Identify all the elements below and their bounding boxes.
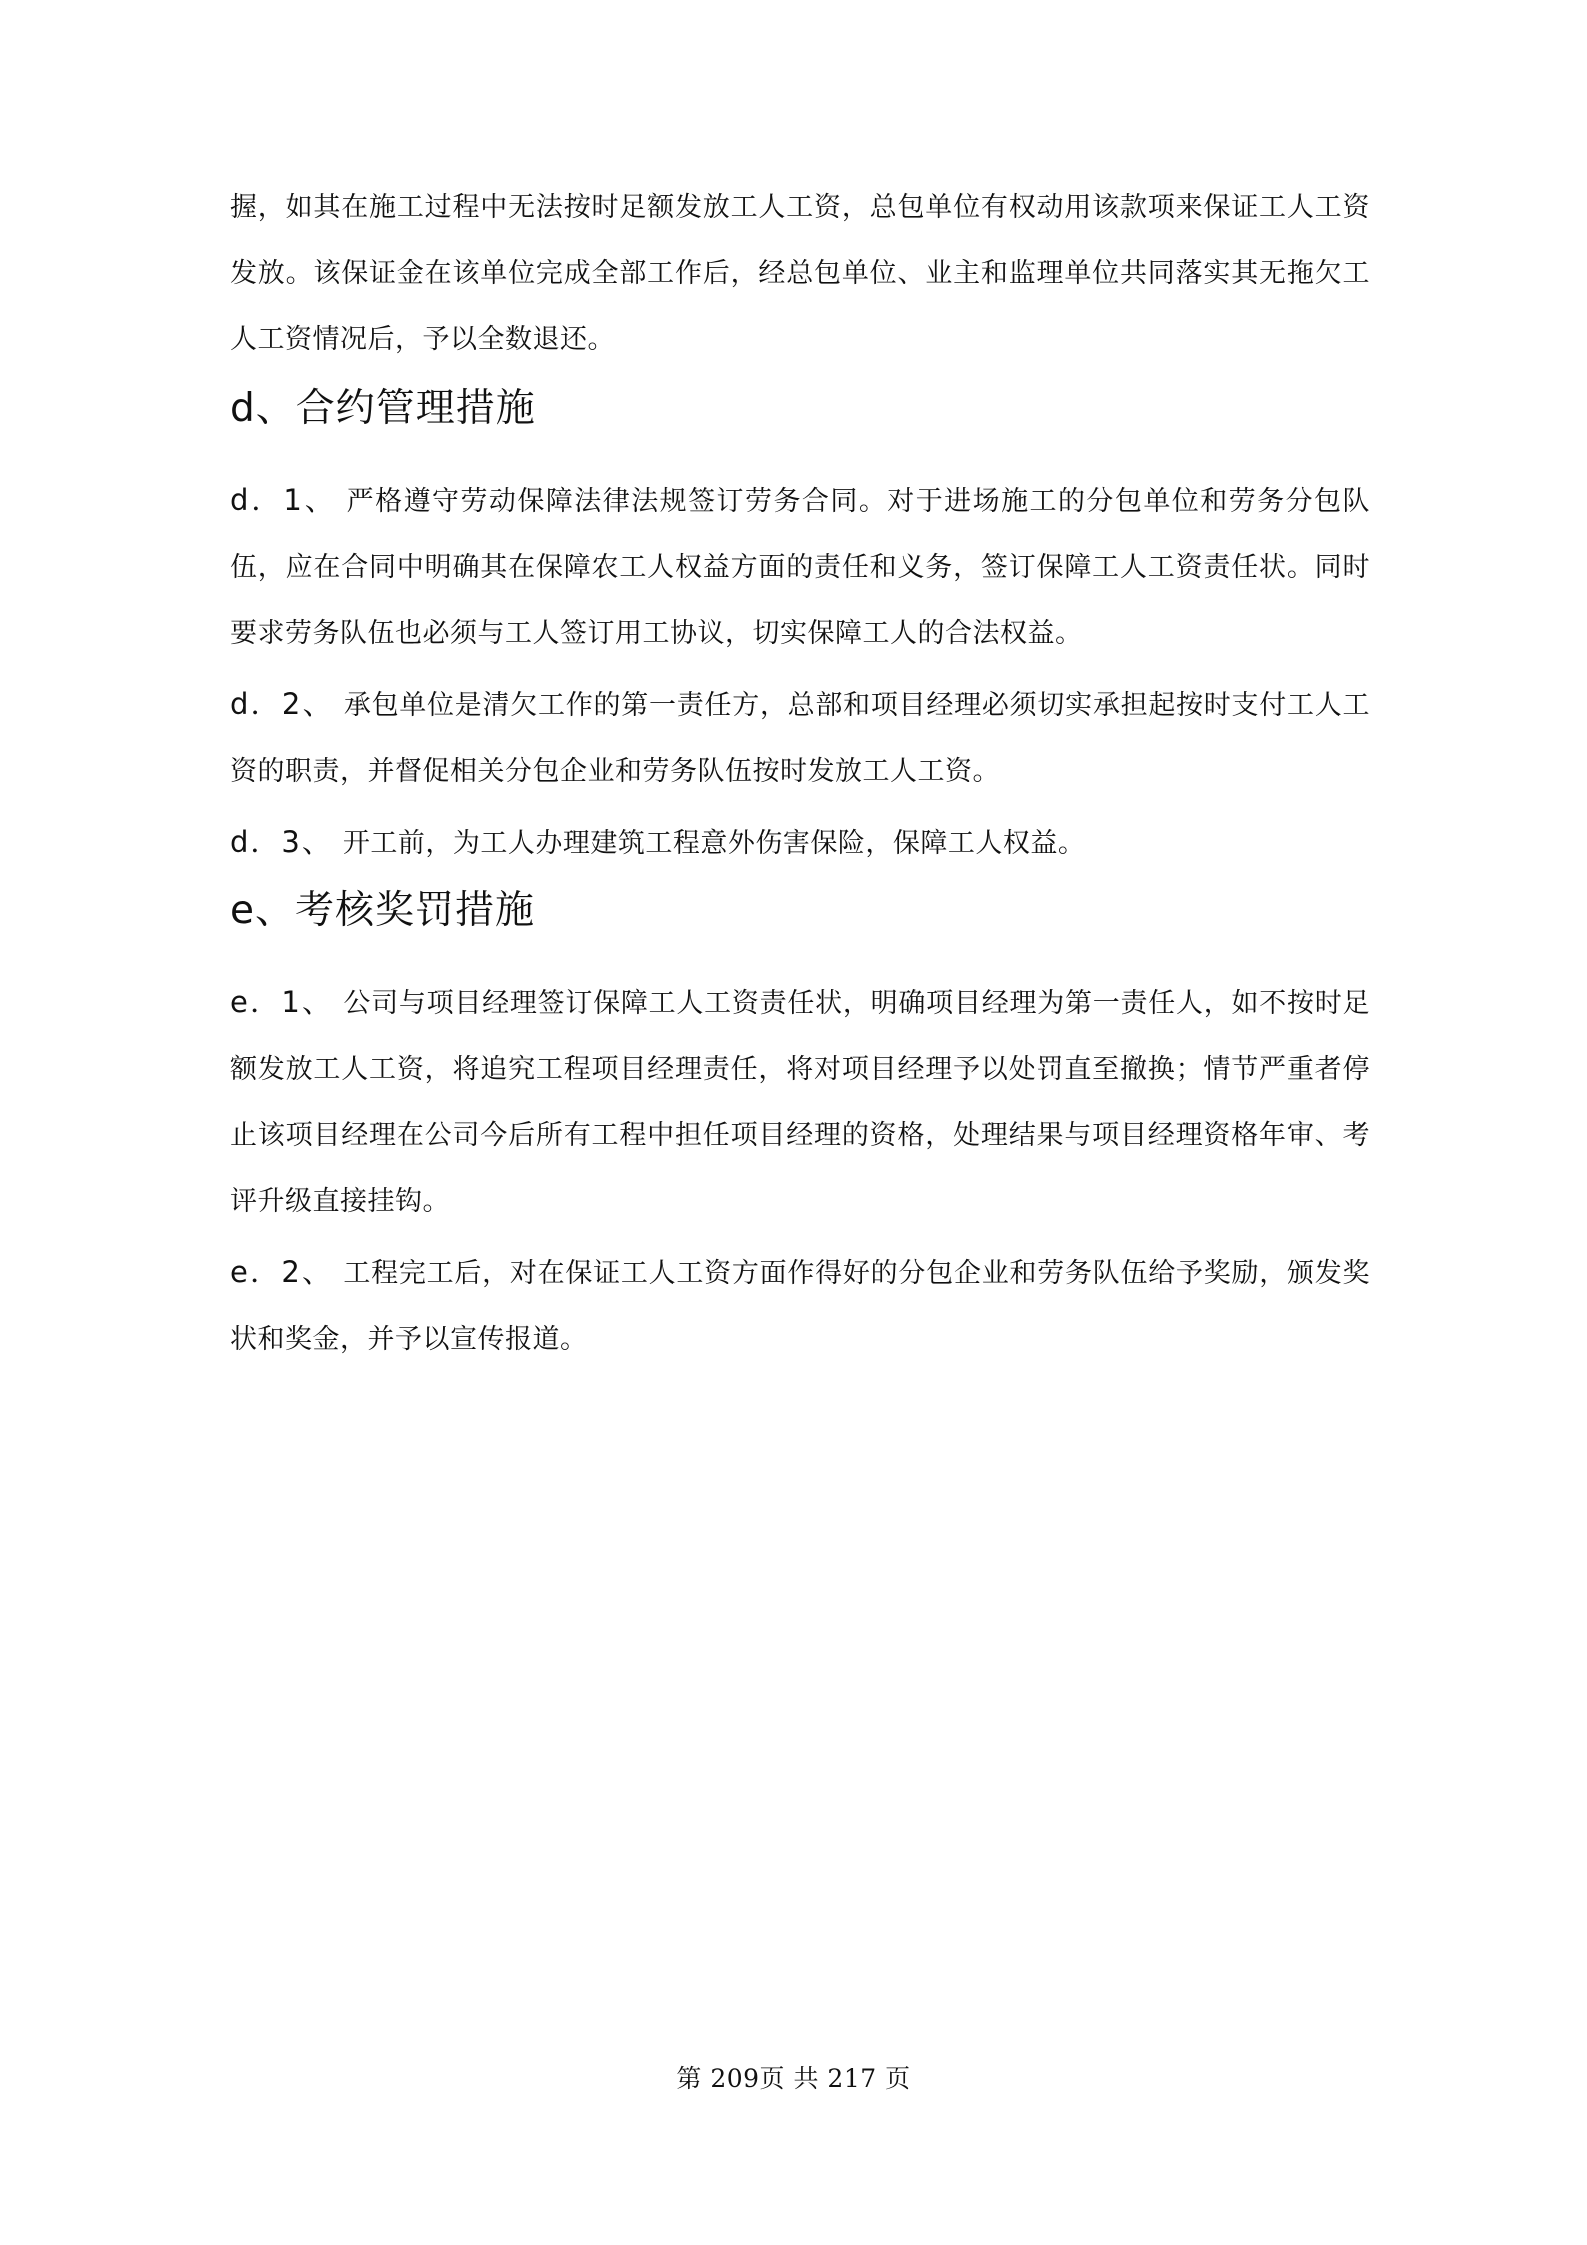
section-e-item-1 [230,969,1370,1235]
item-text: 承包单位是清欠工作的第一责任方，总部和项目经理必须切实承担起按时支付工人工资的职责，并督促相关分包企业和劳务队伍按时发放工人工资。 [230,690,1371,787]
item-text: 开工前，为工人办理建筑工程意外伤害保险，保障工人权益。 [342,828,1086,859]
section-d-item-3 [230,809,1370,877]
item-label: d．2、 [230,687,334,721]
section-d-item-1 [230,467,1370,667]
section-d-item-2 [230,671,1370,805]
section-e-heading: e、考核奖罚措施 [230,888,535,933]
section-e-item-2 [230,1239,1370,1373]
section-d-heading: d、合约管理措施 [230,386,536,431]
item-text: 公司与项目经理签订保障工人工资责任状，明确项目经理为第一责任人，如不按时足额发放工人工资，将追究工程项目经理责任，将对项目经理予以处罚直至撤换；情节严重者停止该项目经理在公司今后所有工程中担任项目经理的资格，处理结果与项目经理资格年审、考评升级直接挂钩。 [230,988,1371,1217]
item-text: 严格遵守劳动保障法律法规签订劳务合同。对于进场施工的分包单位和劳务分包队伍，应在合同中明确其在保障农工人权益方面的责任和义务，签订保障工人工资责任状。同时要求劳务队伍也必须与工人签订用工协议，切实保障工人的合法权益。 [230,486,1371,649]
item-label: d．1、 [230,483,337,517]
intro-paragraph: 握，如其在施工过程中无法按时足额发放工人工资，总包单位有权动用该款项来保证工人工资发放。该保证金在该单位完成全部工作后，经总包单位、业主和监理单位共同落实其无拖欠工人工资情况后，予以全数退还。 [230,192,1370,355]
item-label: e．1、 [230,985,334,1019]
item-text: 工程完工后，对在保证工人工资方面作得好的分包企业和劳务队伍给予奖励，颁发奖状和奖金，并予以宣传报道。 [230,1258,1371,1355]
item-label: e．2、 [230,1255,334,1289]
page-footer: 第 209页 共 217 页 [676,2064,911,2093]
item-label: d．3、 [230,825,333,859]
page-content [230,175,1370,1377]
